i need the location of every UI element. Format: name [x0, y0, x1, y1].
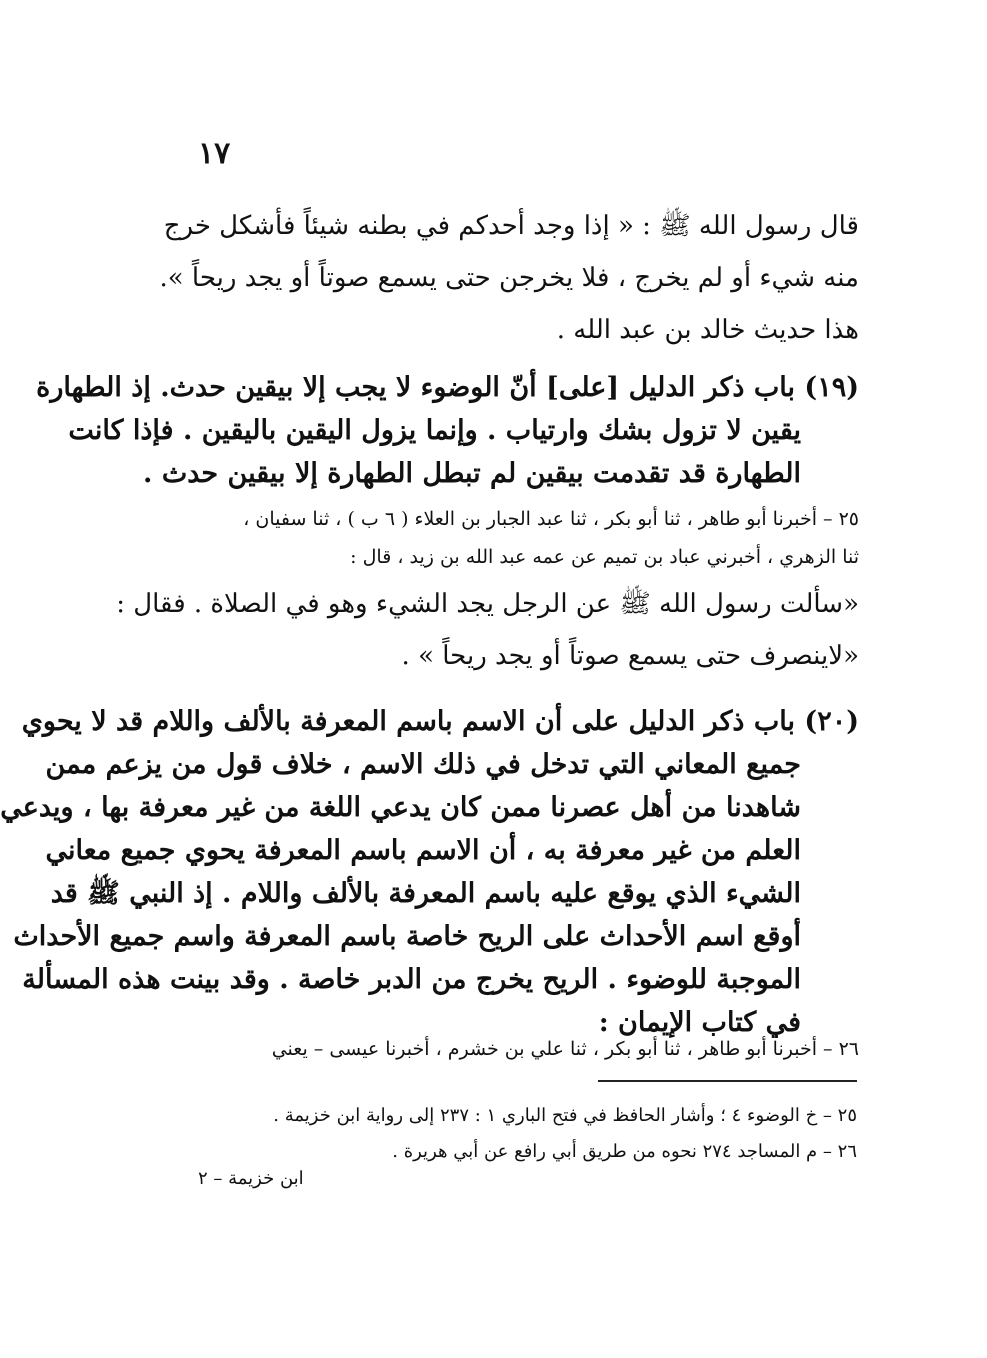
hadith-26-chain [159, 1030, 859, 1068]
chapter-19-heading [36, 366, 859, 495]
hadith-25-chain-line: ٢٥ – أخبرنا أبو طاهر ، ثنا أبو بكر ، ثنا عبد الجبار بن العلاء ( ٦ ب ) ، ثنا سفيان ، [243, 508, 859, 530]
intro-line: هذا حديث خالد بن عبد الله . [556, 315, 859, 345]
hadith-25-chain-line: ثنا الزهري ، أخبرني عباد بن تميم عن عمه عبد الله بن زيد ، قال : [350, 546, 859, 568]
hadith-25-text-line: «لاينصرف حتى يسمع صوتاً أو يجد ريحاً » . [401, 641, 859, 671]
printer-signature: ابن خزيمة – ٢ [198, 1168, 304, 1189]
footnote: ٢٦ – م المساجد ٢٧٤ نحوه من طريق أبي رافع عن أبي هريرة . [392, 1141, 857, 1162]
intro-paragraph [159, 200, 859, 356]
chapter-20-line: أوقع اسم الأحداث على الريح خاصة باسم المعرفة واسم جميع الأحداث [13, 921, 801, 952]
chapter-20-line: (٢٠) باب ذكر الدليل على أن الاسم باسم المعرفة بالألف واللام قد لا يحوي [21, 706, 859, 737]
chapter-20-line: جميع المعاني التي تدخل في ذلك الاسم ، خلاف قول من يزعم ممن [45, 749, 801, 780]
hadith-25-chain [159, 500, 859, 576]
hadith-25-text [116, 578, 859, 682]
chapter-19-line: يقين لا تزول بشك وارتياب . وإنما يزول اليقين باليقين . فإذا كانت [68, 415, 801, 446]
chapter-20-line: شاهدنا من أهل عصرنا ممن كان يدعي اللغة من غير معرفة بها ، ويدعي [0, 792, 801, 823]
chapter-19-line: الطهارة قد تقدمت بيقين لم تبطل الطهارة إلا بيقين حدث . [143, 458, 801, 489]
chapter-20-line: في كتاب الإيمان : [598, 1007, 801, 1038]
hadith-25-text-line: «سألت رسول الله ﷺ عن الرجل يجد الشيء وهو في الصلاة . فقال : [116, 589, 859, 619]
footnote-separator [598, 1080, 857, 1082]
chapter-20-line: العلم من غير معرفة به ، أن الاسم باسم المعرفة يحوي جميع معاني [45, 835, 801, 866]
chapter-20-heading [0, 700, 859, 1044]
page-number: ١٧ [198, 136, 231, 171]
intro-line: قال رسول الله ﷺ : « إذا وجد أحدكم في بطنه شيئاً فأشكل خرج [163, 211, 859, 241]
chapter-20-line: الموجبة للوضوء . الريح يخرج من الدبر خاصة . وقد بينت هذه المسألة [22, 964, 801, 995]
hadith-26-chain-line: ٢٦ – أخبرنا أبو طاهر ، ثنا أبو بكر ، ثنا علي بن خشرم ، أخبرنا عيسى – يعني [271, 1038, 859, 1060]
chapter-20-line: الشيء الذي يوقع عليه باسم المعرفة بالألف واللام . إذ النبي ﷺ قد [50, 878, 801, 909]
chapter-19-line: (١٩) باب ذكر الدليل [على] أنّ الوضوء لا يجب إلا بيقين حدث. إذ الطهارة [36, 372, 859, 403]
footnote: ٢٥ – خ الوضوء ٤ ؛ وأشار الحافظ في فتح الباري ١ : ٢٣٧ إلى رواية ابن خزيمة . [273, 1105, 857, 1126]
intro-line: منه شيء أو لم يخرج ، فلا يخرجن حتى يسمع صوتاً أو يجد ريحاً ». [159, 263, 859, 293]
footnotes [197, 1098, 857, 1170]
